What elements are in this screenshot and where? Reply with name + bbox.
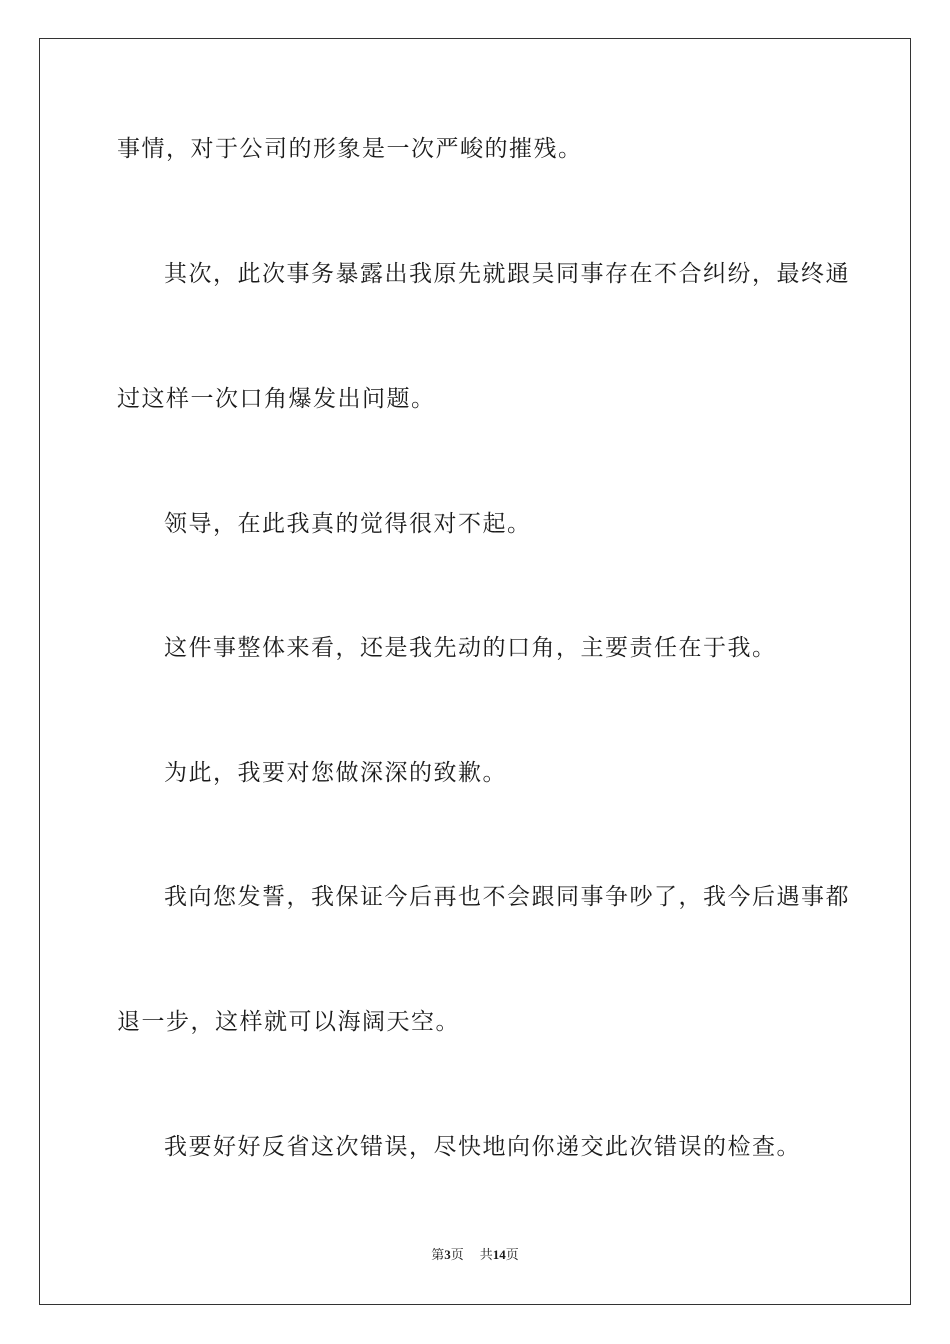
text-line-6: 为此，我要对您做深深的致歉。 xyxy=(164,760,507,786)
text-line-3: 过这样一次口角爆发出问题。 xyxy=(117,386,436,412)
page-border xyxy=(39,38,911,1305)
page-footer xyxy=(0,1244,950,1263)
total-label-prefix: 共 xyxy=(479,1248,493,1263)
page-label-suffix: 页 xyxy=(450,1248,464,1263)
total-pages: 14 xyxy=(492,1247,506,1262)
text-line-7: 我向您发誓，我保证今后再也不会跟同事争吵了，我今后遇事都 xyxy=(164,884,850,910)
text-line-4: 领导，在此我真的觉得很对不起。 xyxy=(164,511,532,537)
total-label-suffix: 页 xyxy=(505,1248,519,1263)
text-line-9: 我要好好反省这次错误，尽快地向你递交此次错误的检查。 xyxy=(164,1134,801,1160)
text-line-5: 这件事整体来看，还是我先动的口角，主要责任在于我。 xyxy=(164,635,777,661)
text-line-2: 其次，此次事务暴露出我原先就跟吴同事存在不合纠纷，最终通 xyxy=(164,261,850,287)
page-label-prefix: 第 xyxy=(431,1248,445,1263)
text-line-8: 退一步，这样就可以海阔天空。 xyxy=(117,1009,460,1035)
text-line-1: 事情，对于公司的形象是一次严峻的摧残。 xyxy=(117,136,583,162)
page-number: 3 xyxy=(444,1247,451,1262)
